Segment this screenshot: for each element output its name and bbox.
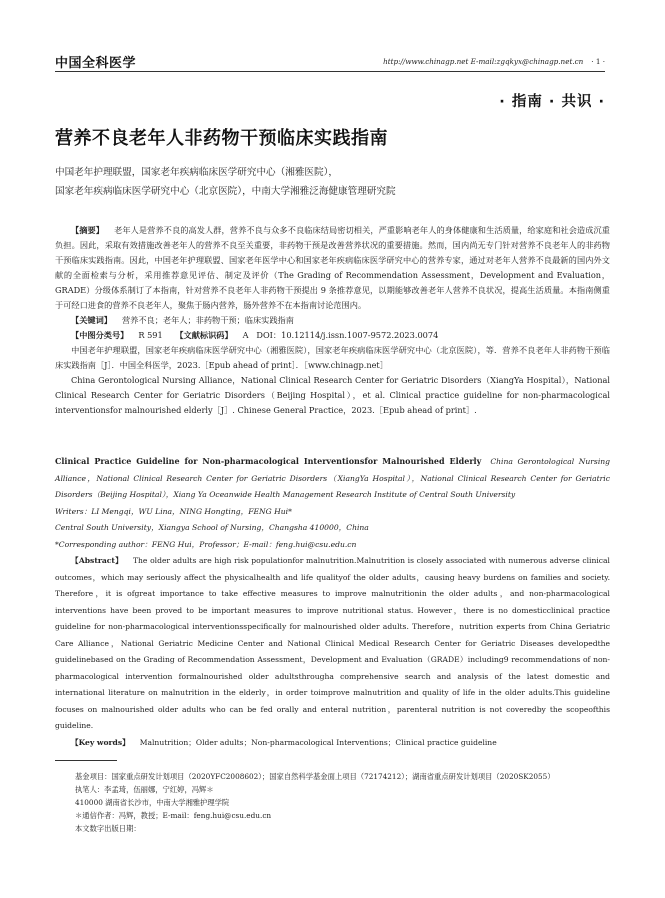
english-corresponding: *Corresponding author：FENG Hui，Professor；E-mail：feng.hui@csu.edu.cn — [55, 539, 357, 549]
authors-line-1: 中国老年护理联盟，国家老年疾病临床医学研究中心（湘雅医院）， — [55, 167, 339, 178]
english-keywords-label: 【Key words】 — [71, 737, 130, 747]
doc-code: A — [242, 330, 249, 340]
article-title: 营养不良老年人非药物干预临床实践指南 — [55, 128, 388, 149]
abstract-label: 【摘要】 — [71, 225, 105, 235]
column-label: · 指南 · 共识 · — [499, 94, 605, 110]
footnote-publish-date: 本文数字出版日期： — [75, 824, 141, 833]
journal-logo: 中国全科医学 — [55, 56, 137, 71]
footnote-address: 410000 湖南省长沙市，中南大学湘雅护理学院 — [75, 798, 230, 807]
keywords-label: 【关键词】 — [71, 315, 112, 325]
citation-cn: 中国老年护理联盟，国家老年疾病临床医学研究中心（湘雅医院），国家老年疾病临床医学研究中心（北京医院），等．营养不良老年人非药物干预临床实践指南［J］．中国全科医学，2023.［Epub ahead of print］．［www.chinagp.net］ — [55, 345, 610, 370]
english-orgs: China Gerontological Nursing Alliance，National Clinical Research Center for Geriatric Disorders（XiangYa Hospital），National Clinical Research Center for Geriatric Disorders（Beijing Hospital），Xiang Ya Oceanwide Health Management Research Institute of Central South University — [55, 457, 611, 499]
citation-en: China Gerontological Nursing Alliance，National Clinical Research Center for Geriatric Disorders（XiangYa Hospital），National Clinical Research Center for Geriatric Disorders（Beijing Hospital），et al. Clinical practice guideline for non-pharmacological interventionsfor malnourished elderly［J］. Chinese General Practice，2023.［Epub ahead of print］. — [55, 375, 610, 415]
journal-url-email[interactable]: http://www.chinagp.net E-mail:zgqkyx@chinagp.net.cn — [383, 57, 584, 66]
header-rule — [55, 71, 605, 72]
english-title: Clinical Practice Guideline for Non-pharmacological Interventionsfor Malnourished Elderly — [55, 456, 482, 466]
doi[interactable]: DOI：10.12114/j.issn.1007-9572.2023.0074 — [256, 330, 439, 340]
keywords-text: 营养不良；老年人；非药物干预；临床实践指南 — [121, 315, 294, 325]
author-list — [55, 163, 615, 201]
footnote-fund: 基金项目：国家重点研发计划项目（2020YFC2008602）；国家自然科学基金面上项目（72174212）；湖南省重点研发计划项目（2020SK2055） — [75, 772, 555, 781]
english-abstract-label: 【Abstract】 — [71, 556, 123, 565]
footnotes — [55, 770, 610, 835]
english-writers: Writers：LI Mengqi，WU Lina，NING Hongting，FENG Hui* — [55, 506, 292, 516]
doc-code-label: 【文献标识码】 — [175, 330, 233, 340]
english-abstract — [55, 453, 610, 751]
header-contact — [383, 57, 605, 66]
footnote-corresponding: ＊通信作者：冯辉，教授；E-mail：feng.hui@csu.edu.cn — [75, 811, 272, 820]
english-keywords-text: Malnutrition；Older adults；Non-pharmacological Interventions；Clinical practice guideline — [139, 737, 497, 747]
english-abstract-text: The older adults are high risk populationfor malnutrition.Malnutrition is closely associated with numerous adverse clinical outcomes，which may seriously affect the physicalhealth and life qualityof the older adults，causing heavy burdens on families and society. Therefore，it is ofgreat importance to take effective measures to improve malnutritionin the older adults，and non-pharmacological interventions have been proved to be important measures to improve nutritional status. However，there is no domesticclinical practice guideline for non-pharmacological interventionsspecifically for malnourished older adults. Therefore，nutrition experts from China Geriatric Care Alliance，National Geriatric Medicine Center and National Clinical Medical Research Center for Geriatric Diseases developedthe guidelinebased on the Grading of Recommendation Assessment，Development and Evaluation（GRADE）including9 recommendations of non-pharmacological intervention formalnourished older adultsthrougha comprehensive search and analysis of the latest domestic and international literature on malnutrition in the elderly，in order toimprove malnutrition and quality of life in the older adults.This guideline focuses on malnourished older adults who can be fed orally and enteral nutrition，parenteral nutrition is not coveredby the scopeofthis guideline. — [55, 556, 610, 730]
page-number: · 1 · — [591, 57, 605, 66]
english-affiliation: Central South University，Xiangya School of Nursing，Changsha 410000，China — [55, 523, 369, 532]
footnote-writers: 执笔人：李孟琦，伍丽娜，宁红婷，冯辉＊ — [75, 785, 214, 794]
chinese-abstract — [55, 223, 610, 418]
authors-line-2: 国家老年疾病临床医学研究中心（北京医院），中南大学湘雅泛海健康管理研究院 — [55, 186, 396, 197]
classification-code: R 591 — [138, 330, 163, 340]
abstract-text: 老年人是营养不良的高发人群，营养不良与众多不良临床结局密切相关，严重影响老年人的身体健康和生活质量，给家庭和社会造成沉重负担。因此，采取有效措施改善老年人的营养不良至关重要，非药物干预是改善营养状况的重要措施。然而，国内尚无专门针对营养不良老年人的非药物干预临床实践指南。因此，中国老年护理联盟、国家老年医学中心和国家老年疾病临床医学研究中心的营养专家，通过对老年人营养不良最新的国内外文献的全面检索与分析，采用推荐意见评估、制定及评价（The Grading of Recommendation Assessment，Development and Evaluation，GRADE）分级体系制订了本指南，针对营养不良老年人非药物干预提出 9 条推荐意见，以期能够改善老年人营养不良状况，提高生活质量。本指南侧重于可经口进食的营养不良老年人，聚焦于肠内营养，肠外营养不在本指南讨论范围内。 — [55, 225, 610, 310]
footnote-rule — [55, 760, 117, 761]
classification-label: 【中图分类号】 — [71, 330, 129, 340]
